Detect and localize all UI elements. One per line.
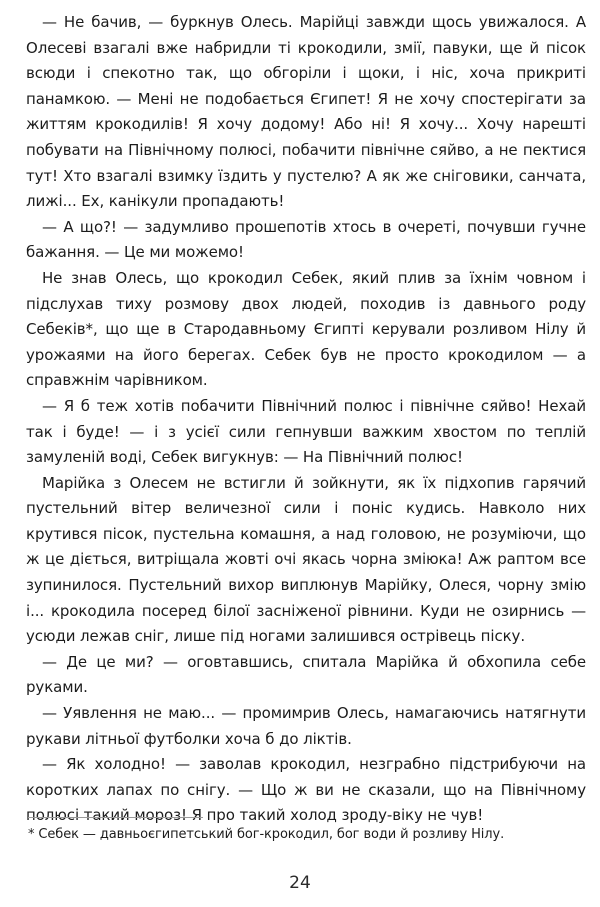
paragraph: Марійка з Олесем не встигли й зойкнути, як їх підхопив гарячий пустельний вітер величезної сили і поніс кудись. Навколо них крутився пісок, пустельна комашня, а над головою, не розуміючи, що ж це діється, витріщала жовті очі якась чорна зміюка! Аж раптом все зупинилося. Пустельний вихор виплюнув Марійку, Олеся, чорну змію і... крокодила посеред білої засніженої рівнини. Куди не озирнись — усюди лежав сніг, лише під ногами залишився острівець піску.	[26, 473, 586, 646]
paragraph: — Як холодно! — заволав крокодил, незграбно підстрибуючи на коротких лапах по снігу. — Що ж ви не сказали, що на Північному полюсі такий мороз! Я про такий холод зроду-віку не чув!	[26, 755, 586, 825]
page-number: 24	[289, 873, 311, 893]
paragraph: Не знав Олесь, що крокодил Себек, який плив за їхнім човном і підслухав тиху розмову двох людей, походив із давнього роду Себеків*, що ще в Стародавньому Єгипті керували розливом Нілу й урожаями на його берегах. Себек був не просто крокодилом — а справжнім чарівником.	[26, 268, 586, 390]
paragraph: — Уявлення не маю... — промимрив Олесь, намагаючись натягнути рукави літньої футболки хоча б до ліктів.	[26, 704, 586, 748]
paragraph: — Де це ми? — оговтавшись, спитала Марійка й обхопила себе руками.	[26, 652, 586, 697]
paragraph: — А що?! — задумливо прошепотів хтось в очереті, почувши гучне бажання. — Це ми можемо!	[26, 217, 586, 262]
main-text	[26, 10, 586, 829]
paragraph: — Не бачив, — буркнув Олесь. Марійці завжди щось увижалося. А Олесеві взагалі вже набридли ті крокодили, змії, павуки, ще й пісок всюди і спекотно так, що обгоріли і щоки, і ніс, хоча прикриті панамкою. — Мені не подобається Єгипет! Я не хочу спостерігати за життям крокодилів! Я хочу додому! Або ні! Я хочу... Хочу нарешті побувати на Північному полюсі, побачити північне сяйво, а не пектися тут! Хто взагалі взимку їздить у пустелю? А як же сніговики, санчата, лижі... Ех, канікули пропадають!	[26, 13, 586, 211]
footnote: * Себек — давньоєгипетський бог-крокодил, бог води й розливу Нілу.	[28, 827, 505, 842]
paragraph: — Я б теж хотів побачити Північний полюс і північне сяйво! Нехай так і буде! — і з усієї сили гепнувши важким хвостом по теплій замуленій воді, Себек вигукнув: — На Північний полюс!	[26, 396, 586, 467]
footnote-divider	[28, 817, 203, 818]
